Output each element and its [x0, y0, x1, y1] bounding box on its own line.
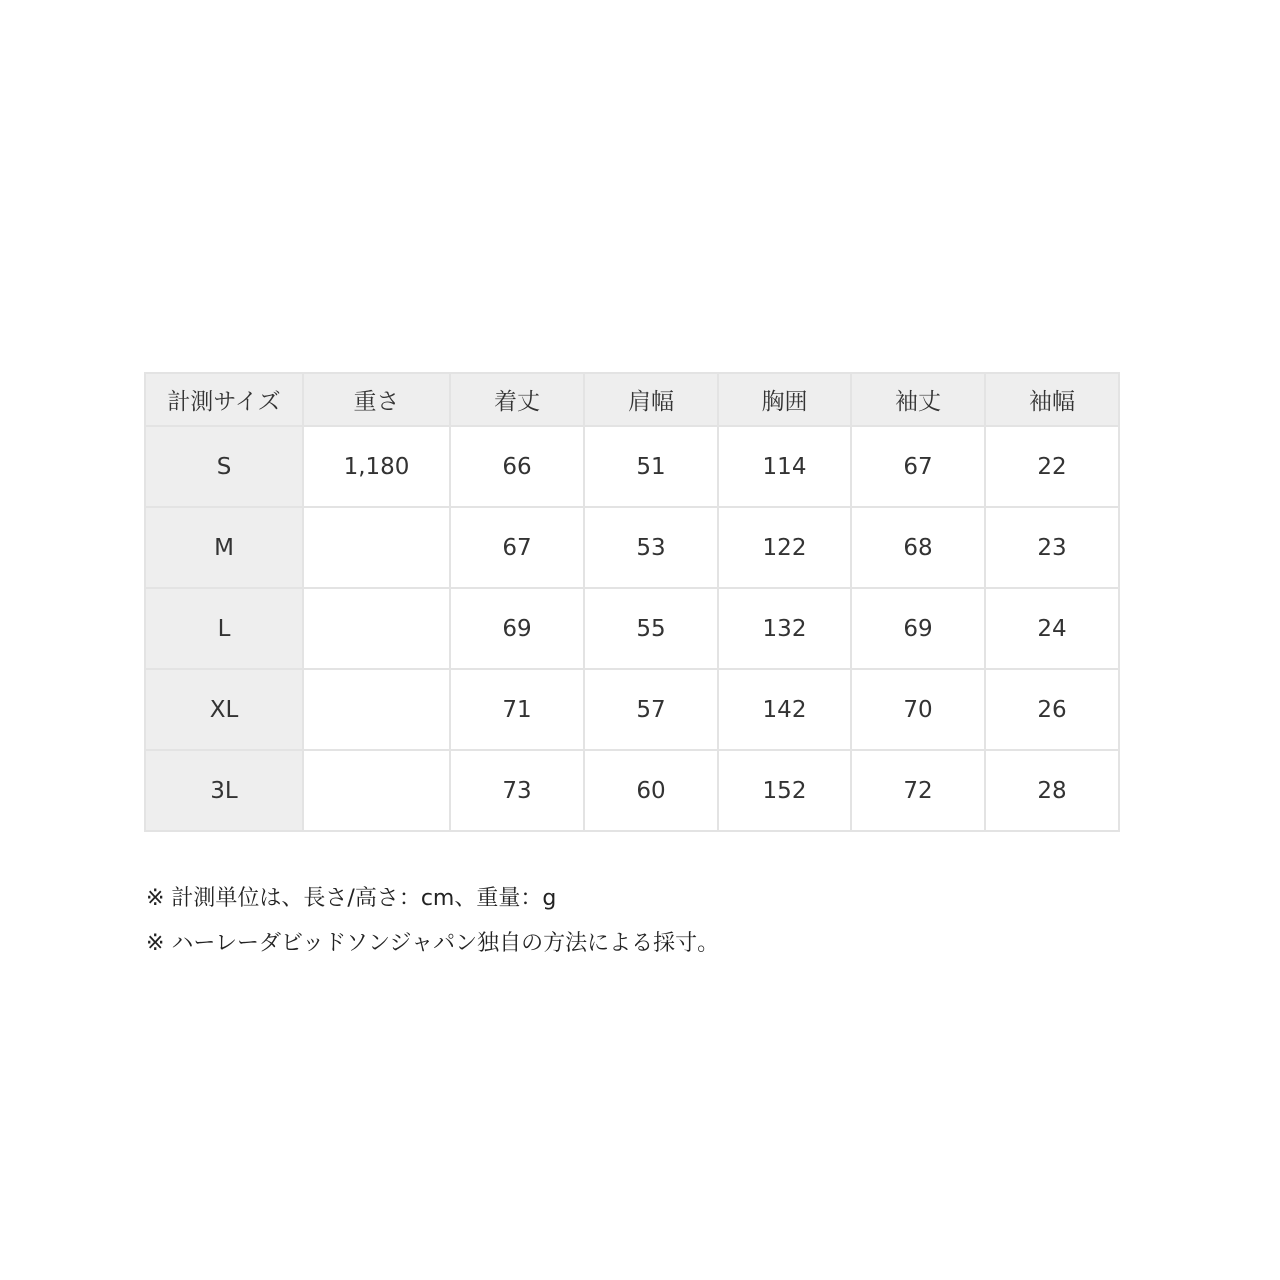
size-chart-table — [144, 372, 1120, 832]
chest-cell: 152 — [718, 750, 851, 831]
sleeve-width-cell: 26 — [985, 669, 1119, 750]
weight-cell — [303, 750, 450, 831]
size-label: L — [145, 588, 303, 669]
note-measurement-method: ※ ハーレーダビッドソンジャパン独自の方法による採寸。 — [146, 931, 720, 956]
sleeve-length-cell: 69 — [851, 588, 985, 669]
table-row — [145, 750, 1119, 831]
note-units: ※ 計測単位は、長さ/高さ：cm、重量：g — [146, 886, 557, 911]
table-row — [145, 426, 1119, 507]
table-row — [145, 507, 1119, 588]
sleeve-width-cell: 28 — [985, 750, 1119, 831]
header-shoulder-width: 肩幅 — [584, 373, 718, 426]
length-cell: 66 — [450, 426, 584, 507]
header-weight: 重さ — [303, 373, 450, 426]
shoulder-cell: 57 — [584, 669, 718, 750]
table-header-row — [145, 373, 1119, 426]
weight-cell — [303, 669, 450, 750]
size-label: M — [145, 507, 303, 588]
sleeve-width-cell: 23 — [985, 507, 1119, 588]
chest-cell: 132 — [718, 588, 851, 669]
sleeve-length-cell: 72 — [851, 750, 985, 831]
sleeve-width-cell: 24 — [985, 588, 1119, 669]
chest-cell: 114 — [718, 426, 851, 507]
shoulder-cell: 51 — [584, 426, 718, 507]
weight-cell — [303, 588, 450, 669]
weight-cell — [303, 507, 450, 588]
table-row — [145, 669, 1119, 750]
length-cell: 67 — [450, 507, 584, 588]
header-length: 着丈 — [450, 373, 584, 426]
size-label: 3L — [145, 750, 303, 831]
table-row — [145, 588, 1119, 669]
sleeve-length-cell: 67 — [851, 426, 985, 507]
header-sleeve-length: 袖丈 — [851, 373, 985, 426]
length-cell: 69 — [450, 588, 584, 669]
chest-cell: 142 — [718, 669, 851, 750]
shoulder-cell: 53 — [584, 507, 718, 588]
sleeve-width-cell: 22 — [985, 426, 1119, 507]
sleeve-length-cell: 70 — [851, 669, 985, 750]
length-cell: 71 — [450, 669, 584, 750]
chest-cell: 122 — [718, 507, 851, 588]
header-chest: 胸囲 — [718, 373, 851, 426]
header-sleeve-width: 袖幅 — [985, 373, 1119, 426]
shoulder-cell: 60 — [584, 750, 718, 831]
header-measure-size: 計測サイズ — [145, 373, 303, 426]
notes-list — [146, 876, 719, 966]
shoulder-cell: 55 — [584, 588, 718, 669]
size-label: XL — [145, 669, 303, 750]
size-label: S — [145, 426, 303, 507]
sleeve-length-cell: 68 — [851, 507, 985, 588]
length-cell: 73 — [450, 750, 584, 831]
weight-cell: 1,180 — [303, 426, 450, 507]
